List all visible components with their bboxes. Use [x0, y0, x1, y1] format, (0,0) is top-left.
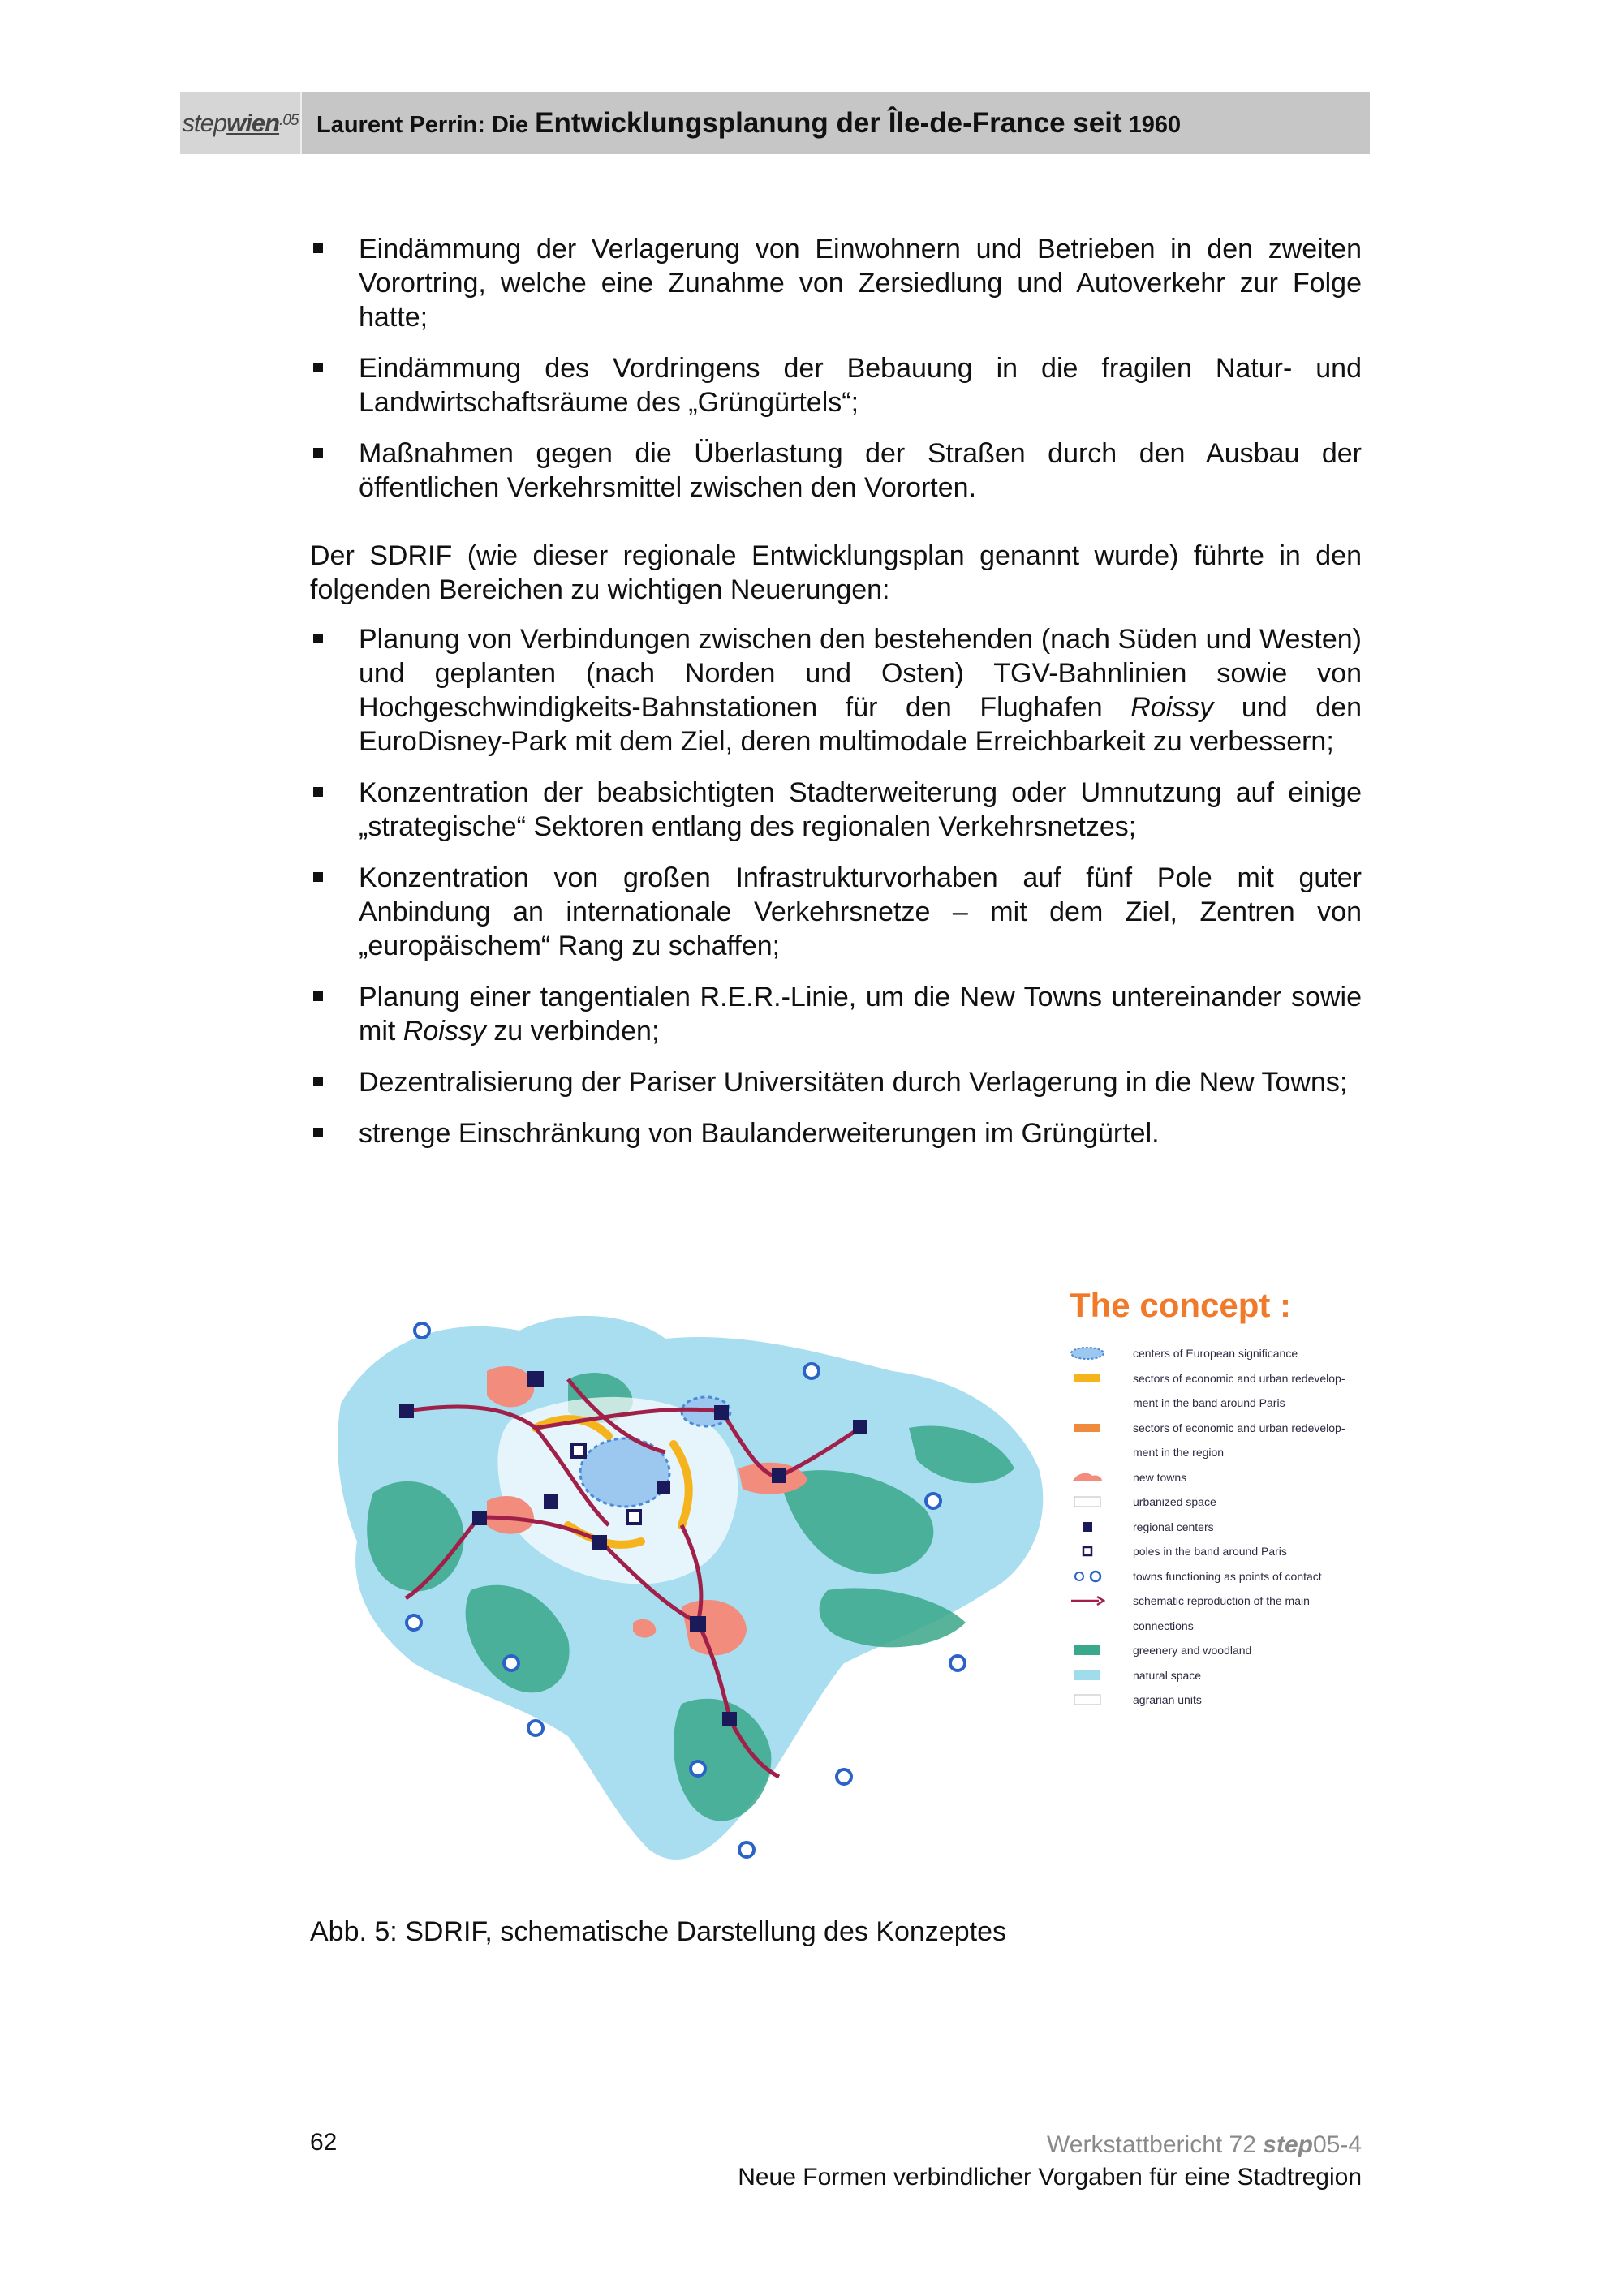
contact-town — [804, 1364, 819, 1378]
band-pole — [627, 1511, 640, 1524]
list-item: strenge Einschränkung von Baulanderweiterungen im Grüngürtel. — [310, 1116, 1362, 1150]
regional-center — [853, 1420, 867, 1434]
contact-town — [407, 1615, 421, 1630]
legend-label: urbanized space — [1133, 1495, 1216, 1508]
emphasis: Roissy — [1130, 692, 1214, 723]
legend-label: sectors of economic and urban redevelop- — [1133, 1421, 1345, 1434]
regional-center — [657, 1481, 670, 1494]
legend-item — [1070, 1341, 1378, 1366]
urbanized-space-swatch — [1070, 1495, 1105, 1508]
list-item — [310, 622, 1362, 759]
legend-label: centers of European significance — [1133, 1347, 1298, 1360]
legend-label: agrarian units — [1133, 1693, 1202, 1706]
footer-report-tail: 05-4 — [1312, 2131, 1362, 2158]
regional-center-swatch — [1070, 1520, 1105, 1533]
list-item: Konzentration der beabsichtigten Stadterweiterung oder Umnutzung auf einige „strategische“ Sektoren entlang des regionalen Verkehrsnetzes; — [310, 776, 1362, 844]
list-item — [310, 980, 1362, 1048]
intro-paragraph: Der SDRIF (wie dieser regionale Entwicklungsplan genannt wurde) führte in den folgenden Bereichen zu wichtigen Neuerungen: — [310, 540, 1362, 605]
regional-center — [772, 1468, 786, 1483]
header-title-prefix: Die — [491, 112, 529, 138]
band-pole-swatch — [1070, 1545, 1105, 1558]
header-title-main: Entwicklungsplanung der Île-de-France seit — [535, 107, 1122, 139]
legend-label: schematic reproduction of the main — [1133, 1594, 1310, 1607]
legend-label: ment in the band around Paris — [1133, 1396, 1285, 1409]
greenery-swatch — [1070, 1644, 1105, 1657]
legend-label: new towns — [1133, 1470, 1187, 1484]
contact-town — [739, 1842, 754, 1857]
footer-info — [738, 2129, 1362, 2194]
text: zu verbinden; — [485, 1016, 660, 1047]
step-wien-logo — [180, 92, 302, 154]
footer-report — [738, 2129, 1362, 2161]
legend-item — [1070, 1663, 1378, 1688]
regional-center — [544, 1494, 558, 1509]
contact-town — [504, 1656, 519, 1670]
legend-label: towns functioning as points of contact — [1133, 1569, 1322, 1583]
sdrif-concept-map — [325, 1282, 1055, 1882]
legend-item — [1070, 1539, 1378, 1564]
page-header — [180, 92, 1370, 154]
regional-center — [722, 1712, 737, 1726]
legend-item — [1070, 1638, 1378, 1663]
contact-town — [528, 1721, 543, 1735]
contact-town-swatch — [1070, 1570, 1105, 1583]
logo-text-bold: wien — [226, 109, 280, 137]
regional-center — [527, 1371, 544, 1387]
footer-subtitle: Neue Formen verbindlicher Vorgaben für eine Stadtregion — [738, 2164, 1362, 2191]
legend-item — [1070, 1465, 1378, 1490]
list-item: Dezentralisierung der Pariser Universitäten durch Verlagerung in die New Towns; — [310, 1065, 1362, 1099]
legend-item — [1070, 1589, 1378, 1614]
text: Planung von Verbindungen zwischen den bestehenden (nach Süden und Westen) und geplanten (nach Norden und Osten) TGV-Bahnlinien sowie von Hochgeschwindigkeits-Bahnstationen für den Flughafen — [359, 624, 1362, 723]
legend-item — [1070, 1515, 1378, 1540]
legend-item — [1070, 1688, 1378, 1713]
header-author: Laurent Perrin: — [316, 112, 485, 138]
regional-center — [592, 1535, 607, 1550]
connection-arrow-swatch — [1070, 1594, 1105, 1607]
european-center-swatch — [1070, 1347, 1105, 1360]
regional-center — [714, 1405, 729, 1420]
legend-label: natural space — [1133, 1668, 1202, 1682]
new-town-swatch — [1070, 1471, 1105, 1484]
text: Planung einer tangentialen R.E.R.-Linie, um die New Towns untereinander sowie mit — [359, 982, 1362, 1047]
legend-item-continuation — [1070, 1391, 1378, 1416]
agrarian-swatch — [1070, 1693, 1105, 1706]
legend-label: greenery and woodland — [1133, 1644, 1252, 1657]
header-title-year: 1960 — [1128, 112, 1182, 138]
legend-item — [1070, 1366, 1378, 1391]
figure-caption: Abb. 5: SDRIF, schematische Darstellung des Konzeptes — [310, 1916, 1006, 1947]
legend-label: sectors of economic and urban redevelop- — [1133, 1371, 1345, 1385]
legend-label: ment in the region — [1133, 1446, 1225, 1459]
contact-town — [837, 1769, 851, 1784]
legend-label: connections — [1133, 1619, 1194, 1632]
legend-item-continuation — [1070, 1440, 1378, 1465]
contact-town — [415, 1323, 429, 1338]
footer-report-text: Werkstattbericht 72 — [1047, 2131, 1264, 2158]
main-bullet-list — [310, 622, 1362, 1150]
contact-town — [950, 1656, 965, 1670]
main-text-block — [310, 539, 1362, 1167]
legend-label: poles in the band around Paris — [1133, 1545, 1287, 1558]
sector-band-swatch — [1070, 1372, 1105, 1385]
list-item: Eindämmung der Verlagerung von Einwohnern und Betrieben in den zweiten Vorortring, welche eine Zunahme von Zersiedlung und Autoverkehr zur Folge hatte; — [310, 232, 1362, 334]
regional-center — [690, 1616, 706, 1632]
emphasis: Roissy — [403, 1016, 486, 1047]
logo-text-small: .05 — [279, 112, 299, 129]
list-item: Eindämmung des Vordringens der Bebauung in die fragilen Natur- und Landwirtschaftsräume des „Grüngürtels“; — [310, 351, 1362, 419]
legend-item — [1070, 1490, 1378, 1515]
legend-item — [1070, 1564, 1378, 1589]
top-bullet-block — [310, 232, 1362, 522]
map-legend — [1070, 1286, 1378, 1713]
list-item: Konzentration von großen Infrastrukturvorhaben auf fünf Pole mit guter Anbindung an internationale Verkehrsnetze – mit dem Ziel, Zentren von „europäischem“ Rang zu schaffen; — [310, 861, 1362, 963]
logo-text: step — [182, 109, 227, 137]
footer-report-bold: step — [1263, 2131, 1313, 2158]
top-bullet-list — [310, 232, 1362, 505]
header-title — [302, 107, 1181, 140]
legend-label: regional centers — [1133, 1520, 1214, 1533]
legend-title: The concept : — [1070, 1286, 1292, 1324]
list-item: Maßnahmen gegen die Überlastung der Straßen durch den Ausbau der öffentlichen Verkehrsmittel zwischen den Vororten. — [310, 436, 1362, 505]
contact-town — [691, 1761, 705, 1776]
regional-center — [472, 1511, 487, 1525]
sector-region-swatch — [1070, 1421, 1105, 1434]
natural-space-swatch — [1070, 1669, 1105, 1682]
band-pole — [572, 1444, 585, 1457]
page-number: 62 — [310, 2129, 338, 2156]
contact-town — [926, 1494, 941, 1508]
legend-item-continuation — [1070, 1614, 1378, 1639]
regional-center — [399, 1404, 414, 1418]
text: und den EuroDisney-Park mit dem Ziel, deren multimodale Erreichbarkeit zu verbessern; — [359, 692, 1362, 757]
legend-item — [1070, 1416, 1378, 1441]
